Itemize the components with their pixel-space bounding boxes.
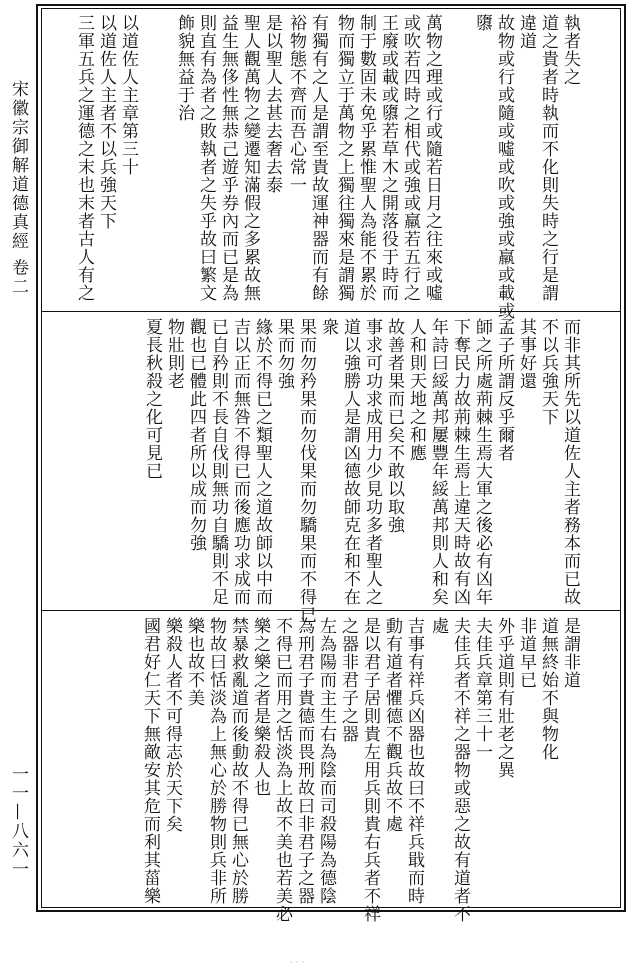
text-column: 以道佐人主章第三十	[118, 14, 138, 176]
text-column: 是以君子居則貴左用兵則貴右兵者不祥	[360, 617, 380, 923]
text-column: 之器非君子之器	[338, 617, 358, 743]
text-column: 故物或行或隨或噓或吹或強或羸或載或	[494, 14, 514, 320]
text-column: 聖人觀萬物之變遷知滿假之多累故無	[240, 14, 260, 302]
text-column: 果而勿強	[274, 318, 294, 390]
text-column: 飾貌無益于治	[174, 14, 194, 122]
text-column: 道之貴者時執而不化則失時之行是謂	[538, 14, 558, 302]
text-column: 人和則天地之和應	[406, 318, 426, 462]
panel-divider	[41, 610, 621, 611]
text-column: 有獨有之人是謂至貴故運神器而有餘	[308, 14, 328, 302]
text-column: 吉以正而無咎不得已而後應功求成而	[230, 318, 250, 606]
text-column: 衆	[318, 318, 338, 336]
text-column: 觀也已體此四者所以成而勿強	[186, 318, 206, 552]
text-panel-top	[44, 14, 618, 320]
text-column: 處	[428, 617, 448, 635]
text-column: 已自矜則不長自伐則無功自驕則不足	[208, 318, 228, 606]
text-panel-bottom	[44, 617, 618, 923]
text-column: 而非其所先以道佐人主者務本而已故	[560, 318, 580, 606]
text-column: 執者失之	[560, 14, 580, 86]
text-column: 左為陽而主生右為陰而司殺陽為德陰	[316, 617, 336, 905]
text-column: 樂殺人者不可得志於天下矣	[162, 617, 182, 833]
text-column: 年詩曰綏萬邦屢豐年綏萬邦則人和矣	[428, 318, 448, 606]
text-column: 道以強勝人是謂凶德故師克在和不在	[340, 318, 360, 606]
text-column: 緣於不得已之類聖人之道故師以中而	[252, 318, 272, 606]
text-column: 果而勿矜果而勿伐果而勿驕果而不得已	[296, 318, 316, 624]
text-column: 是以聖人去甚去奢去泰	[262, 14, 282, 194]
margin-book-title: 宋徽宗御解道德真經 卷二	[8, 80, 28, 297]
text-column: 是謂非道	[560, 617, 580, 689]
text-column: 下奪民力故荊棘生焉上違天時故有凶	[450, 318, 470, 606]
text-column: 師之所處荊棘生焉大軍之後必有凶年	[472, 318, 492, 606]
text-column: 不得已而用之恬淡為上故不美也若美必	[272, 617, 292, 923]
scan-mark: · · ·	[290, 958, 305, 968]
text-column: 故善者果而已矣不敢以取強	[384, 318, 404, 534]
text-column: 裕物態不齊而吾心常一	[286, 14, 306, 194]
text-column: 隳	[472, 14, 492, 32]
text-column: 夫佳兵者不祥之器物或惡之故有道者不	[450, 617, 470, 923]
text-column: 外乎道則有壯老之異	[494, 617, 514, 779]
text-column: 孟子所謂反乎爾者	[494, 318, 514, 462]
panel-divider	[41, 311, 621, 312]
text-column: 王廢或載或隳若草木之開落役于時而	[378, 14, 398, 302]
text-column: 物而獨立于萬物之上獨往獨來是謂獨	[334, 14, 354, 302]
margin-page-number: 一一—八六一	[8, 765, 28, 879]
text-panel-middle	[44, 318, 618, 624]
text-column: 夫佳兵章第三十一	[472, 617, 492, 761]
text-column: 制于數固未免乎累惟聖人為能不累於	[356, 14, 376, 302]
text-column: 為刑君子貴德而畏刑故曰非君子之器	[294, 617, 314, 905]
text-column: 事求可功求成用力少見功多者聖人之	[362, 318, 382, 606]
text-column: 物故曰恬淡為上無心於勝物則兵非所	[206, 617, 226, 905]
text-column: 樂也故不美	[184, 617, 204, 707]
text-column: 吉事有祥兵凶器也故曰不祥兵戢而時	[404, 617, 424, 905]
text-column: 益生無侈性無恭己遊乎券內而已是為	[218, 14, 238, 302]
text-column: 夏長秋殺之化可見已	[142, 318, 162, 480]
text-column: 其事好還	[516, 318, 536, 390]
text-column: 道無終始不與物化	[538, 617, 558, 761]
text-column: 動有道者懼德不觀兵故不處	[382, 617, 402, 833]
text-column: 萬物之理或行或隨若日月之往來或噓	[422, 14, 442, 302]
text-column: 或吹若四時之相代或強或羸若五行之	[400, 14, 420, 302]
text-column: 樂之樂之者是樂殺人也	[250, 617, 270, 797]
text-column: 禁暴救亂道而後動故不得已無心於勝	[228, 617, 248, 905]
text-column: 非道早已	[516, 617, 536, 689]
text-column: 國君好仁天下無敵安其危而利其菑樂	[140, 617, 160, 905]
text-column: 三軍五兵之運德之末也末者古人有之	[74, 14, 94, 302]
text-column: 則直有為者之敗執者之失乎故曰繁文	[196, 14, 216, 302]
text-column: 物壯則老	[164, 318, 184, 390]
text-column: 不以兵強天下	[538, 318, 558, 426]
text-column: 違道	[516, 14, 536, 50]
text-column: 以道佐人主者不以兵強天下	[96, 14, 116, 230]
